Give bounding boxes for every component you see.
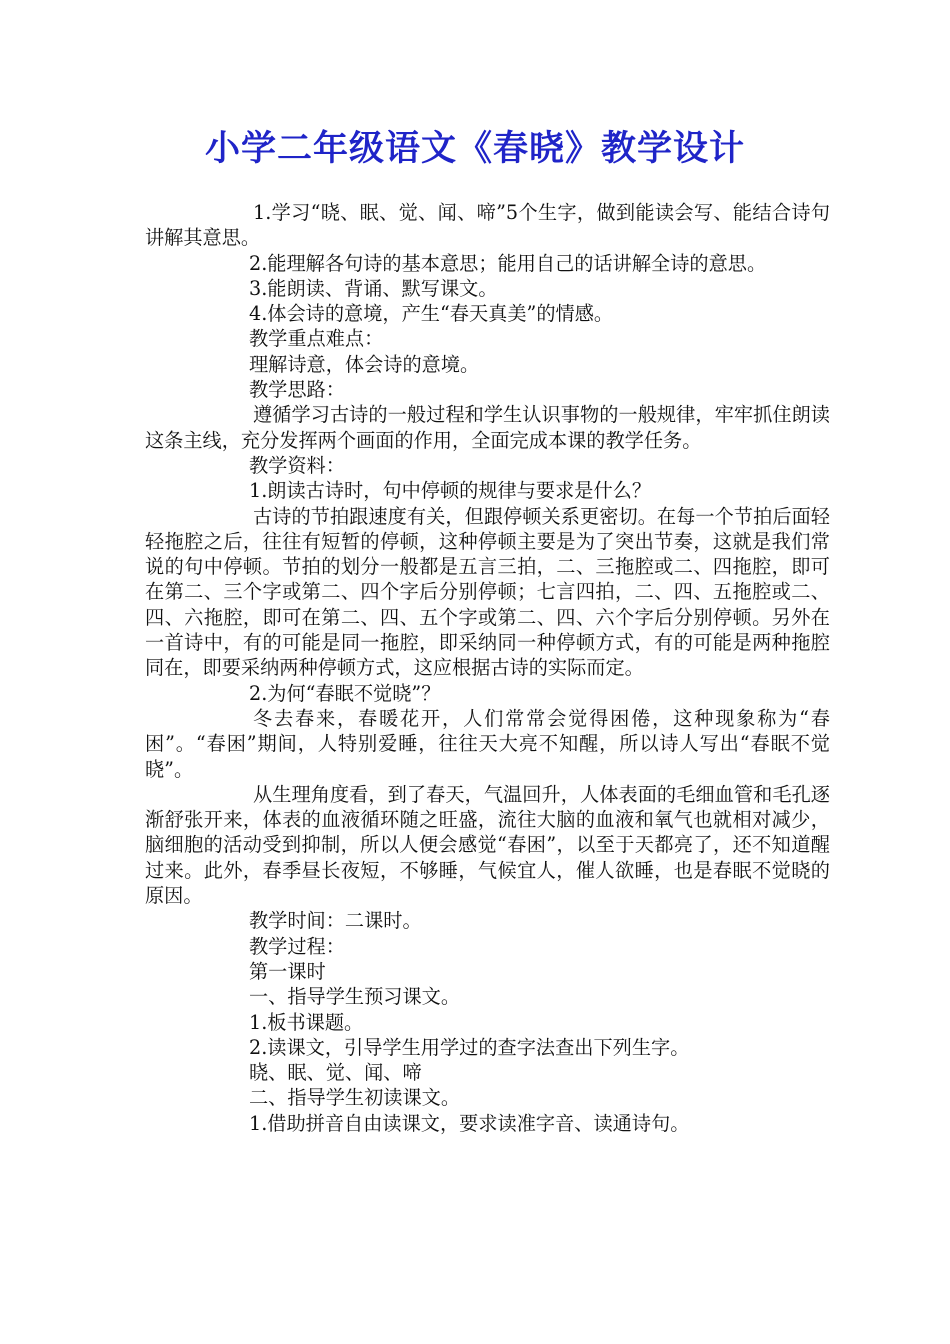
paragraph: 教学时间：二课时。 [249, 909, 422, 933]
paragraph: 冬去春来，春暖花开，人们常常会觉得困倦，这种现象称为“春困”。“春困”期间，人特别爱睡，往往天大亮不知醒，所以诗人写出“春眠不觉晓”。 [145, 706, 830, 781]
document-title: 小学二年级语文《春晓》教学设计 [204, 129, 745, 169]
paragraph: 教学资料： [249, 453, 345, 477]
paragraph: 晓、眠、觉、闻、啼 [249, 1061, 422, 1085]
paragraph: 理解诗意，体会诗的意境。 [249, 352, 480, 376]
paragraph: 教学过程： [249, 934, 345, 958]
paragraph: 1.板书课题。 [249, 1010, 364, 1034]
paragraph: 2.读课文，引导学生用学过的查字法查出下列生字。 [249, 1035, 690, 1059]
paragraph: 一、指导学生预习课文。 [249, 985, 461, 1009]
paragraph: 1.借助拼音自由读课文，要求读准字音、读通诗句。 [249, 1111, 690, 1135]
paragraph: 从生理角度看，到了春天，气温回升，人体表面的毛细血管和毛孔逐渐舒张开来，体表的血液循环随之旺盛，流往大脑的血液和氧气也就相对减少，脑细胞的活动受到抑制，所以人便会感觉“春困”，以至于天都亮了，还不知道醒过来。此外，春季昼长夜短，不够睡，气候宜人，催人欲睡，也是春眠不觉晓的原因。 [145, 782, 830, 908]
paragraph: 2.为何“春眠不觉晓”？ [249, 681, 441, 705]
paragraph: 2.能理解各句诗的基本意思；能用自己的话讲解全诗的意思。 [249, 251, 767, 275]
paragraph: 二、指导学生初读课文。 [249, 1086, 461, 1110]
paragraph: 1.朗读古诗时，句中停顿的规律与要求是什么？ [249, 479, 652, 503]
document-body [145, 200, 830, 1136]
paragraph: 3.能朗读、背诵、默写课文。 [249, 276, 498, 300]
paragraph: 1.学习“晓、眠、觉、闻、啼”5个生字，做到能读会写、能结合诗句讲解其意思。 [145, 201, 830, 250]
paragraph: 遵循学习古诗的一般过程和学生认识事物的一般规律，牢牢抓住朗读这条主线，充分发挥两个画面的作用，全面完成本课的教学任务。 [145, 403, 830, 452]
paragraph: 教学思路： [249, 378, 345, 402]
paragraph: 古诗的节拍跟速度有关，但跟停顿关系更密切。在每一个节拍后面轻轻拖腔之后，往往有短暂的停顿，这种停顿主要是为了突出节奏，这就是我们常说的句中停顿。节拍的划分一般都是五言三拍，二、三拖腔或二、四拖腔，即可在第二、三个字或第二、四个字后分别停顿；七言四拍，二、四、五拖腔或二、四、六拖腔，即可在第二、四、五个字或第二、四、六个字后分别停顿。另外在一首诗中，有的可能是同一拖腔，即采纳同一种停顿方式，有的可能是两种拖腔同在，即要采纳两种停顿方式，这应根据古诗的实际而定。 [145, 504, 830, 680]
paragraph: 第一课时 [249, 959, 326, 983]
paragraph: 教学重点难点： [249, 327, 384, 351]
paragraph: 4.体会诗的意境，产生“春天真美”的情感。 [249, 302, 614, 326]
